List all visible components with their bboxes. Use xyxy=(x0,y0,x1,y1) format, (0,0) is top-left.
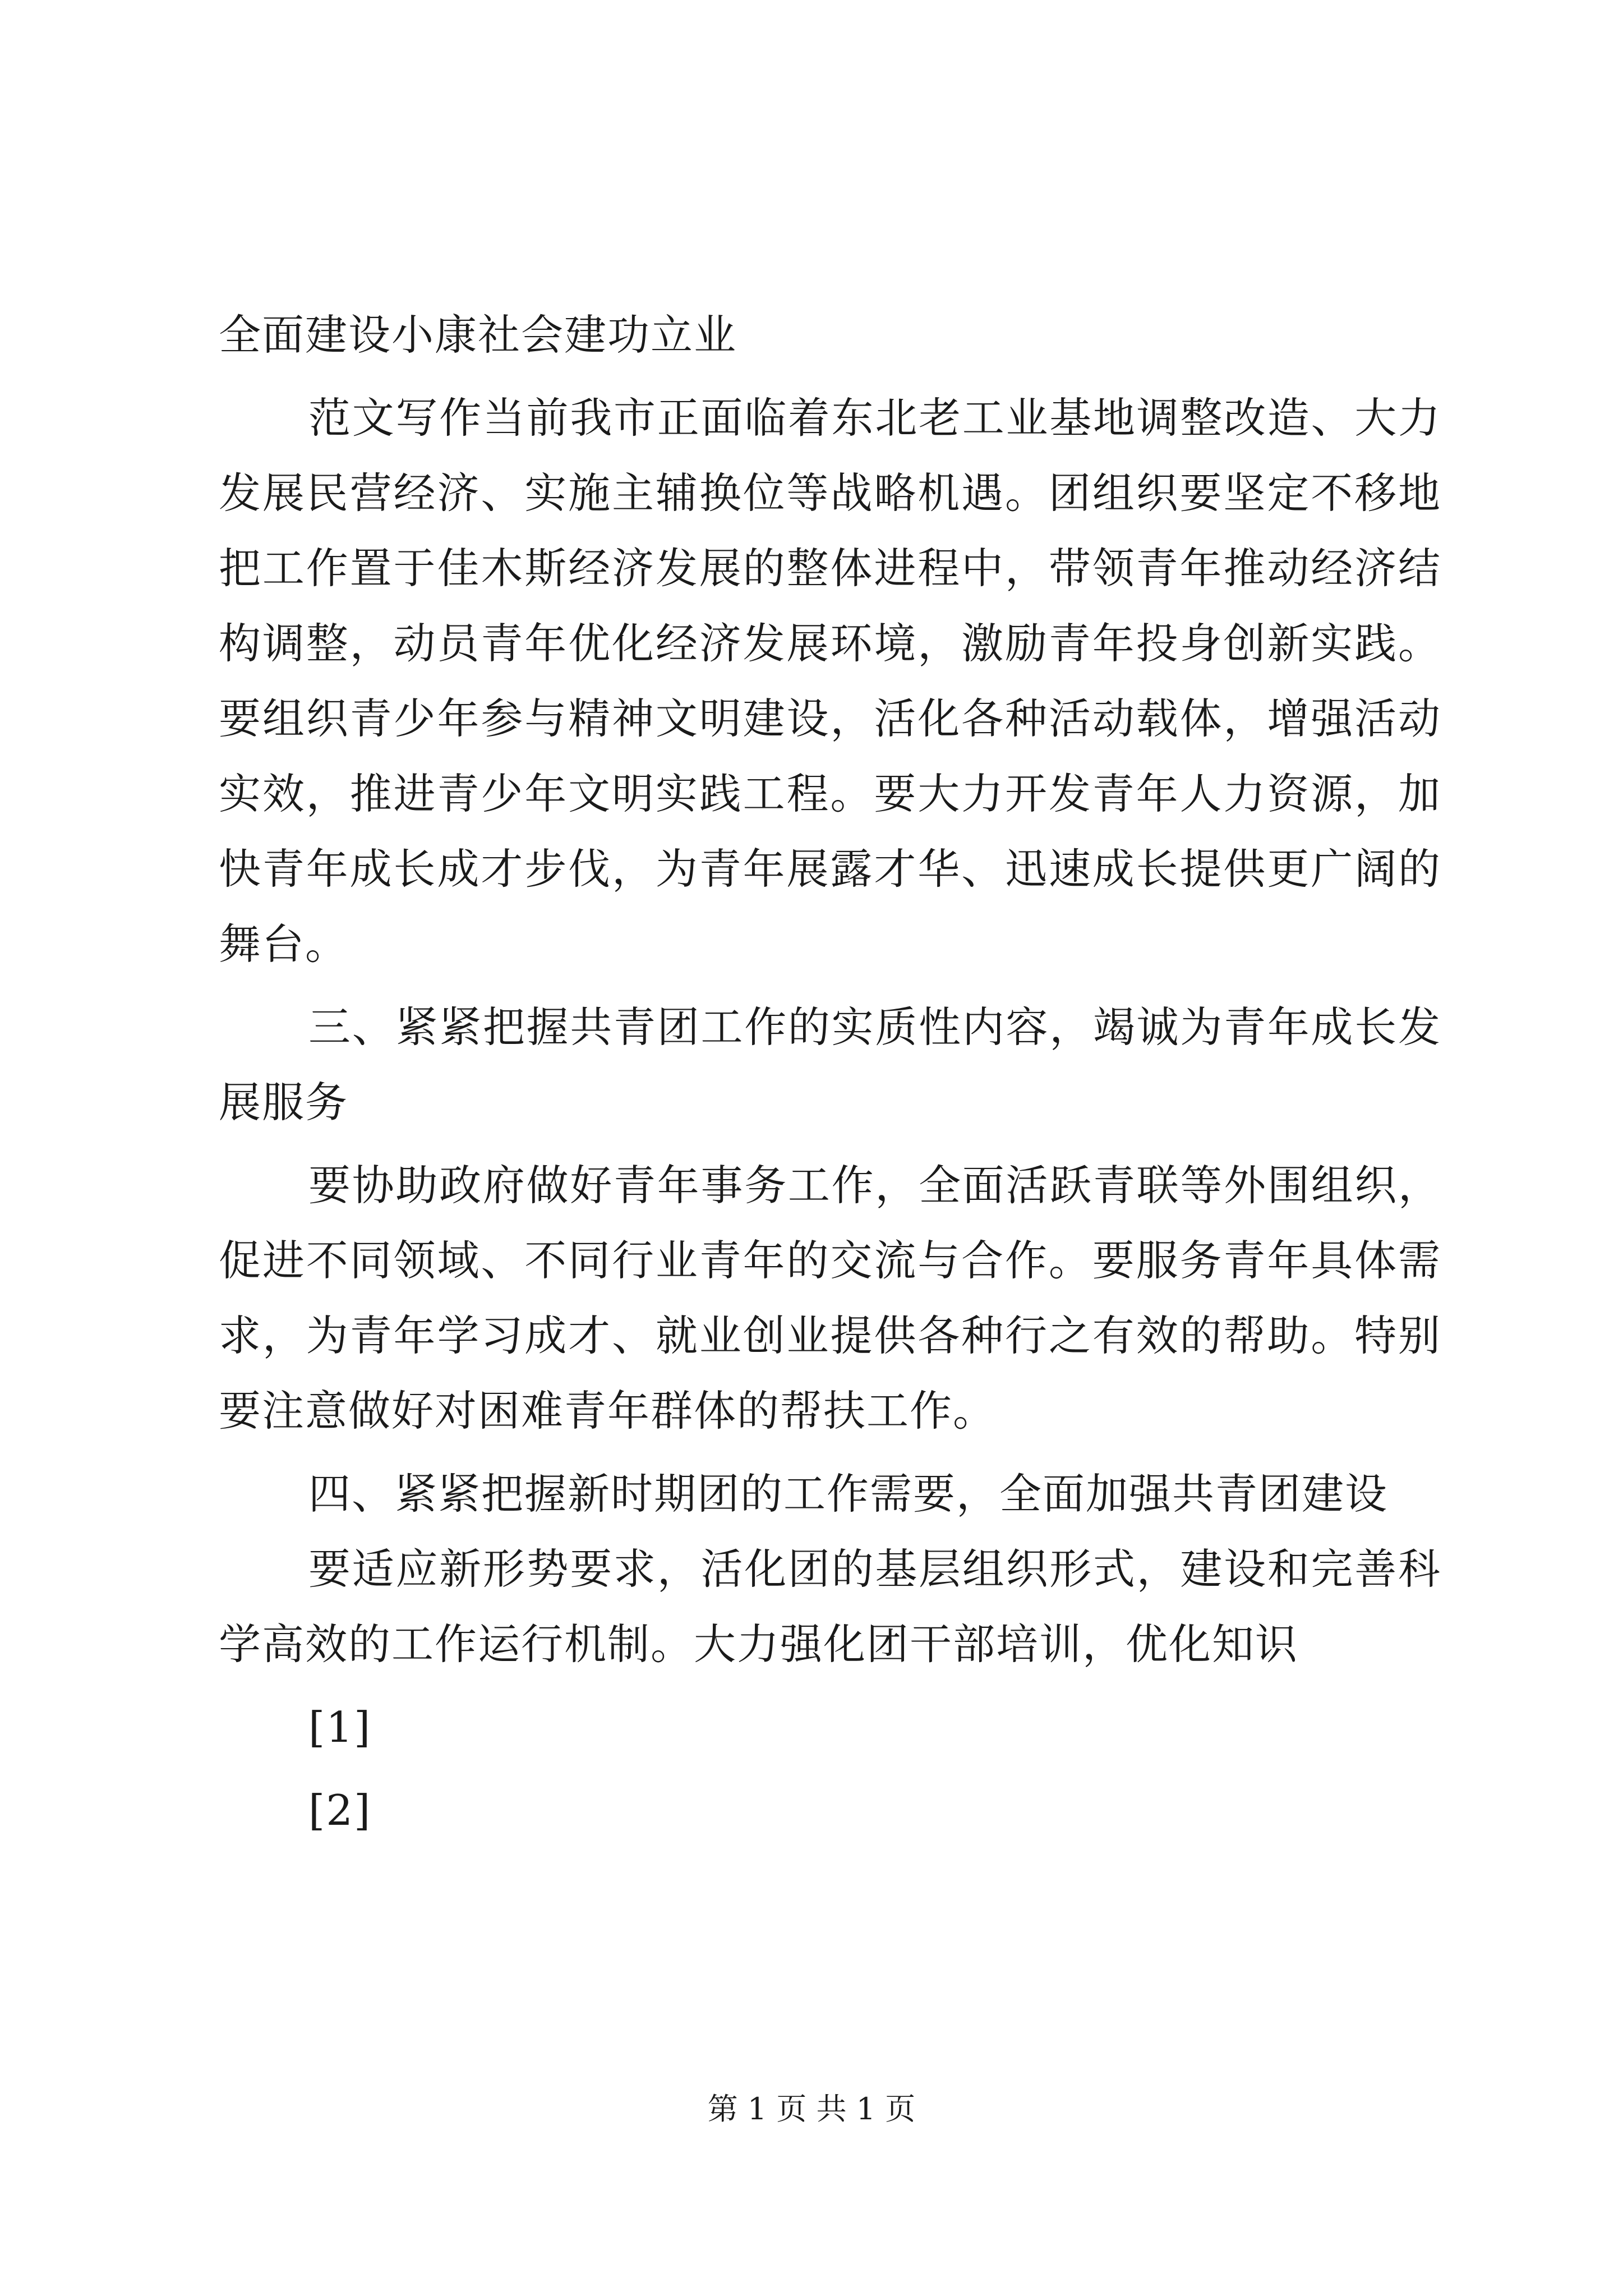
paragraph-construction: 要适应新形势要求，活化团的基层组织形式，建设和完善科学高效的工作运行机制。大力强化团干部培训，优化知识 xyxy=(219,1544,1441,1669)
page-footer: 第 1 页 共 1 页 xyxy=(707,2091,916,2127)
paragraph-service: 要协助政府做好青年事务工作，全面活跃青联等外围组织，促进不同领域、不同行业青年的交流与合作。要服务青年具体需求，为青年学习成才、就业创业提供各种行之有效的帮助。特别要注意做好对困难青年群体的帮扶工作。 xyxy=(219,1161,1441,1435)
reference-1: [1] xyxy=(308,1703,372,1752)
reference-2: [2] xyxy=(308,1786,372,1835)
paragraph-intro: 范文写作当前我市正面临着东北老工业基地调整改造、大力发展民营经济、实施主辅换位等战略机遇。团组织要坚定不移地把工作置于佳木斯经济发展的整体进程中，带领青年推动经济结构调整，动员青年优化经济发展环境，激励青年投身创新实践。要组织青少年参与精神文明建设，活化各种活动载体，增强活动实效，推进青少年文明实践工程。要大力开发青年人力资源，加快青年成长成才步伐，为青年展露才华、迅速成长提供更广阔的舞台。 xyxy=(219,393,1441,969)
document-title: 全面建设小康社会建功立业 xyxy=(219,310,737,360)
document-body xyxy=(219,297,1441,1848)
section-heading-three: 三、紧紧把握共青团工作的实质性内容，竭诚为青年成长发展服务 xyxy=(219,1002,1441,1127)
section-heading-four: 四、紧紧把握新时期团的工作需要，全面加强共青团建设 xyxy=(308,1469,1389,1519)
